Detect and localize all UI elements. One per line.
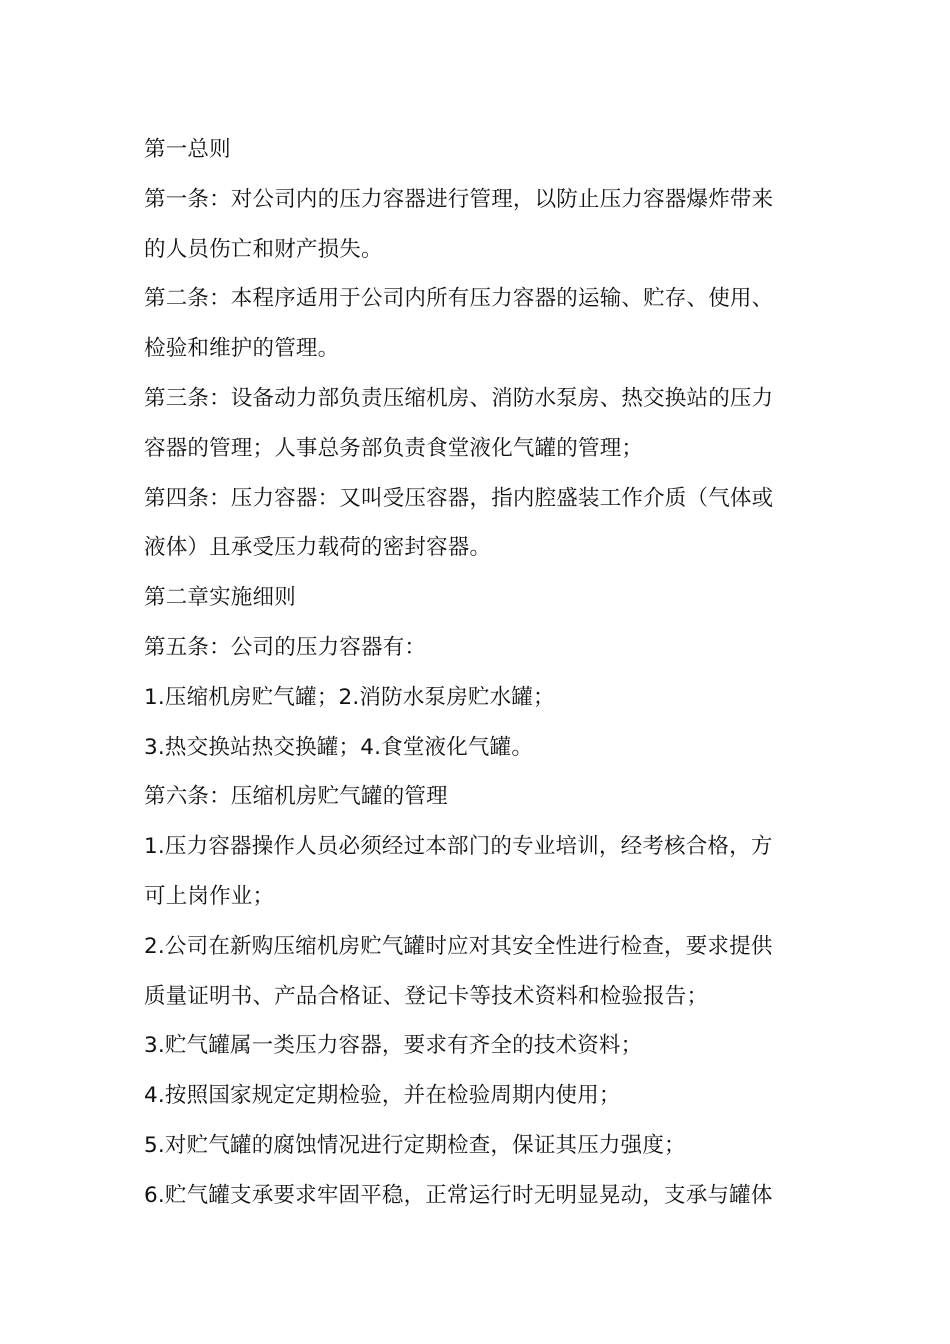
article-6-item-5: 5.对贮气罐的腐蚀情况进行定期检查，保证其压力强度； [144,1132,686,1158]
article-6-item-3: 3.贮气罐属一类压力容器，要求有齐全的技术资料； [144,1033,643,1059]
article-4-line-2: 液体）且承受压力载荷的密封容器。 [144,535,492,561]
document-body [144,125,824,1221]
article-3-line-1: 第三条：设备动力部负责压缩机房、消防水泵房、热交换站的压力 [144,385,774,411]
article-6-item-2-line-2: 质量证明书、产品合格证、登记卡等技术资料和检验报告； [144,983,709,1009]
article-5-item-3-4: 3.热交换站热交换罐；4.食堂液化气罐。 [144,734,534,760]
article-5-item-1-2: 1.压缩机房贮气罐；2.消防水泵房贮水罐； [144,684,555,710]
article-2-line-2: 检验和维护的管理。 [144,336,340,362]
article-6-heading: 第六条：压缩机房贮气罐的管理 [144,784,448,810]
article-4-line-1: 第四条：压力容器：又叫受压容器，指内腔盛装工作介质（气体或 [144,485,774,511]
article-1-line-2: 的人员伤亡和财产损失。 [144,236,383,262]
article-3-line-2: 容器的管理；人事总务部负责食堂液化气罐的管理； [144,435,644,461]
chapter-2-heading: 第二章实施细则 [144,585,296,611]
article-1-line-1: 第一条：对公司内的压力容器进行管理，以防止压力容器爆炸带来 [144,186,774,212]
article-6-item-2-line-1: 2.公司在新购压缩机房贮气罐时应对其安全性进行检查，要求提供 [144,933,773,959]
article-2-line-1: 第二条：本程序适用于公司内所有压力容器的运输、贮存、使用、 [144,286,774,312]
article-6-item-1-line-1: 1.压力容器操作人员必须经过本部门的专业培训，经考核合格，方 [144,834,773,860]
article-6-item-4: 4.按照国家规定定期检验，并在检验周期内使用； [144,1083,621,1109]
article-6-item-6-line-1: 6.贮气罐支承要求牢固平稳，正常运行时无明显晃动，支承与罐体 [144,1182,773,1208]
article-6-item-1-line-2: 可上岗作业； [144,883,275,909]
chapter-heading: 第一总则 [144,137,231,162]
article-5-line-1: 第五条：公司的压力容器有： [144,634,427,660]
